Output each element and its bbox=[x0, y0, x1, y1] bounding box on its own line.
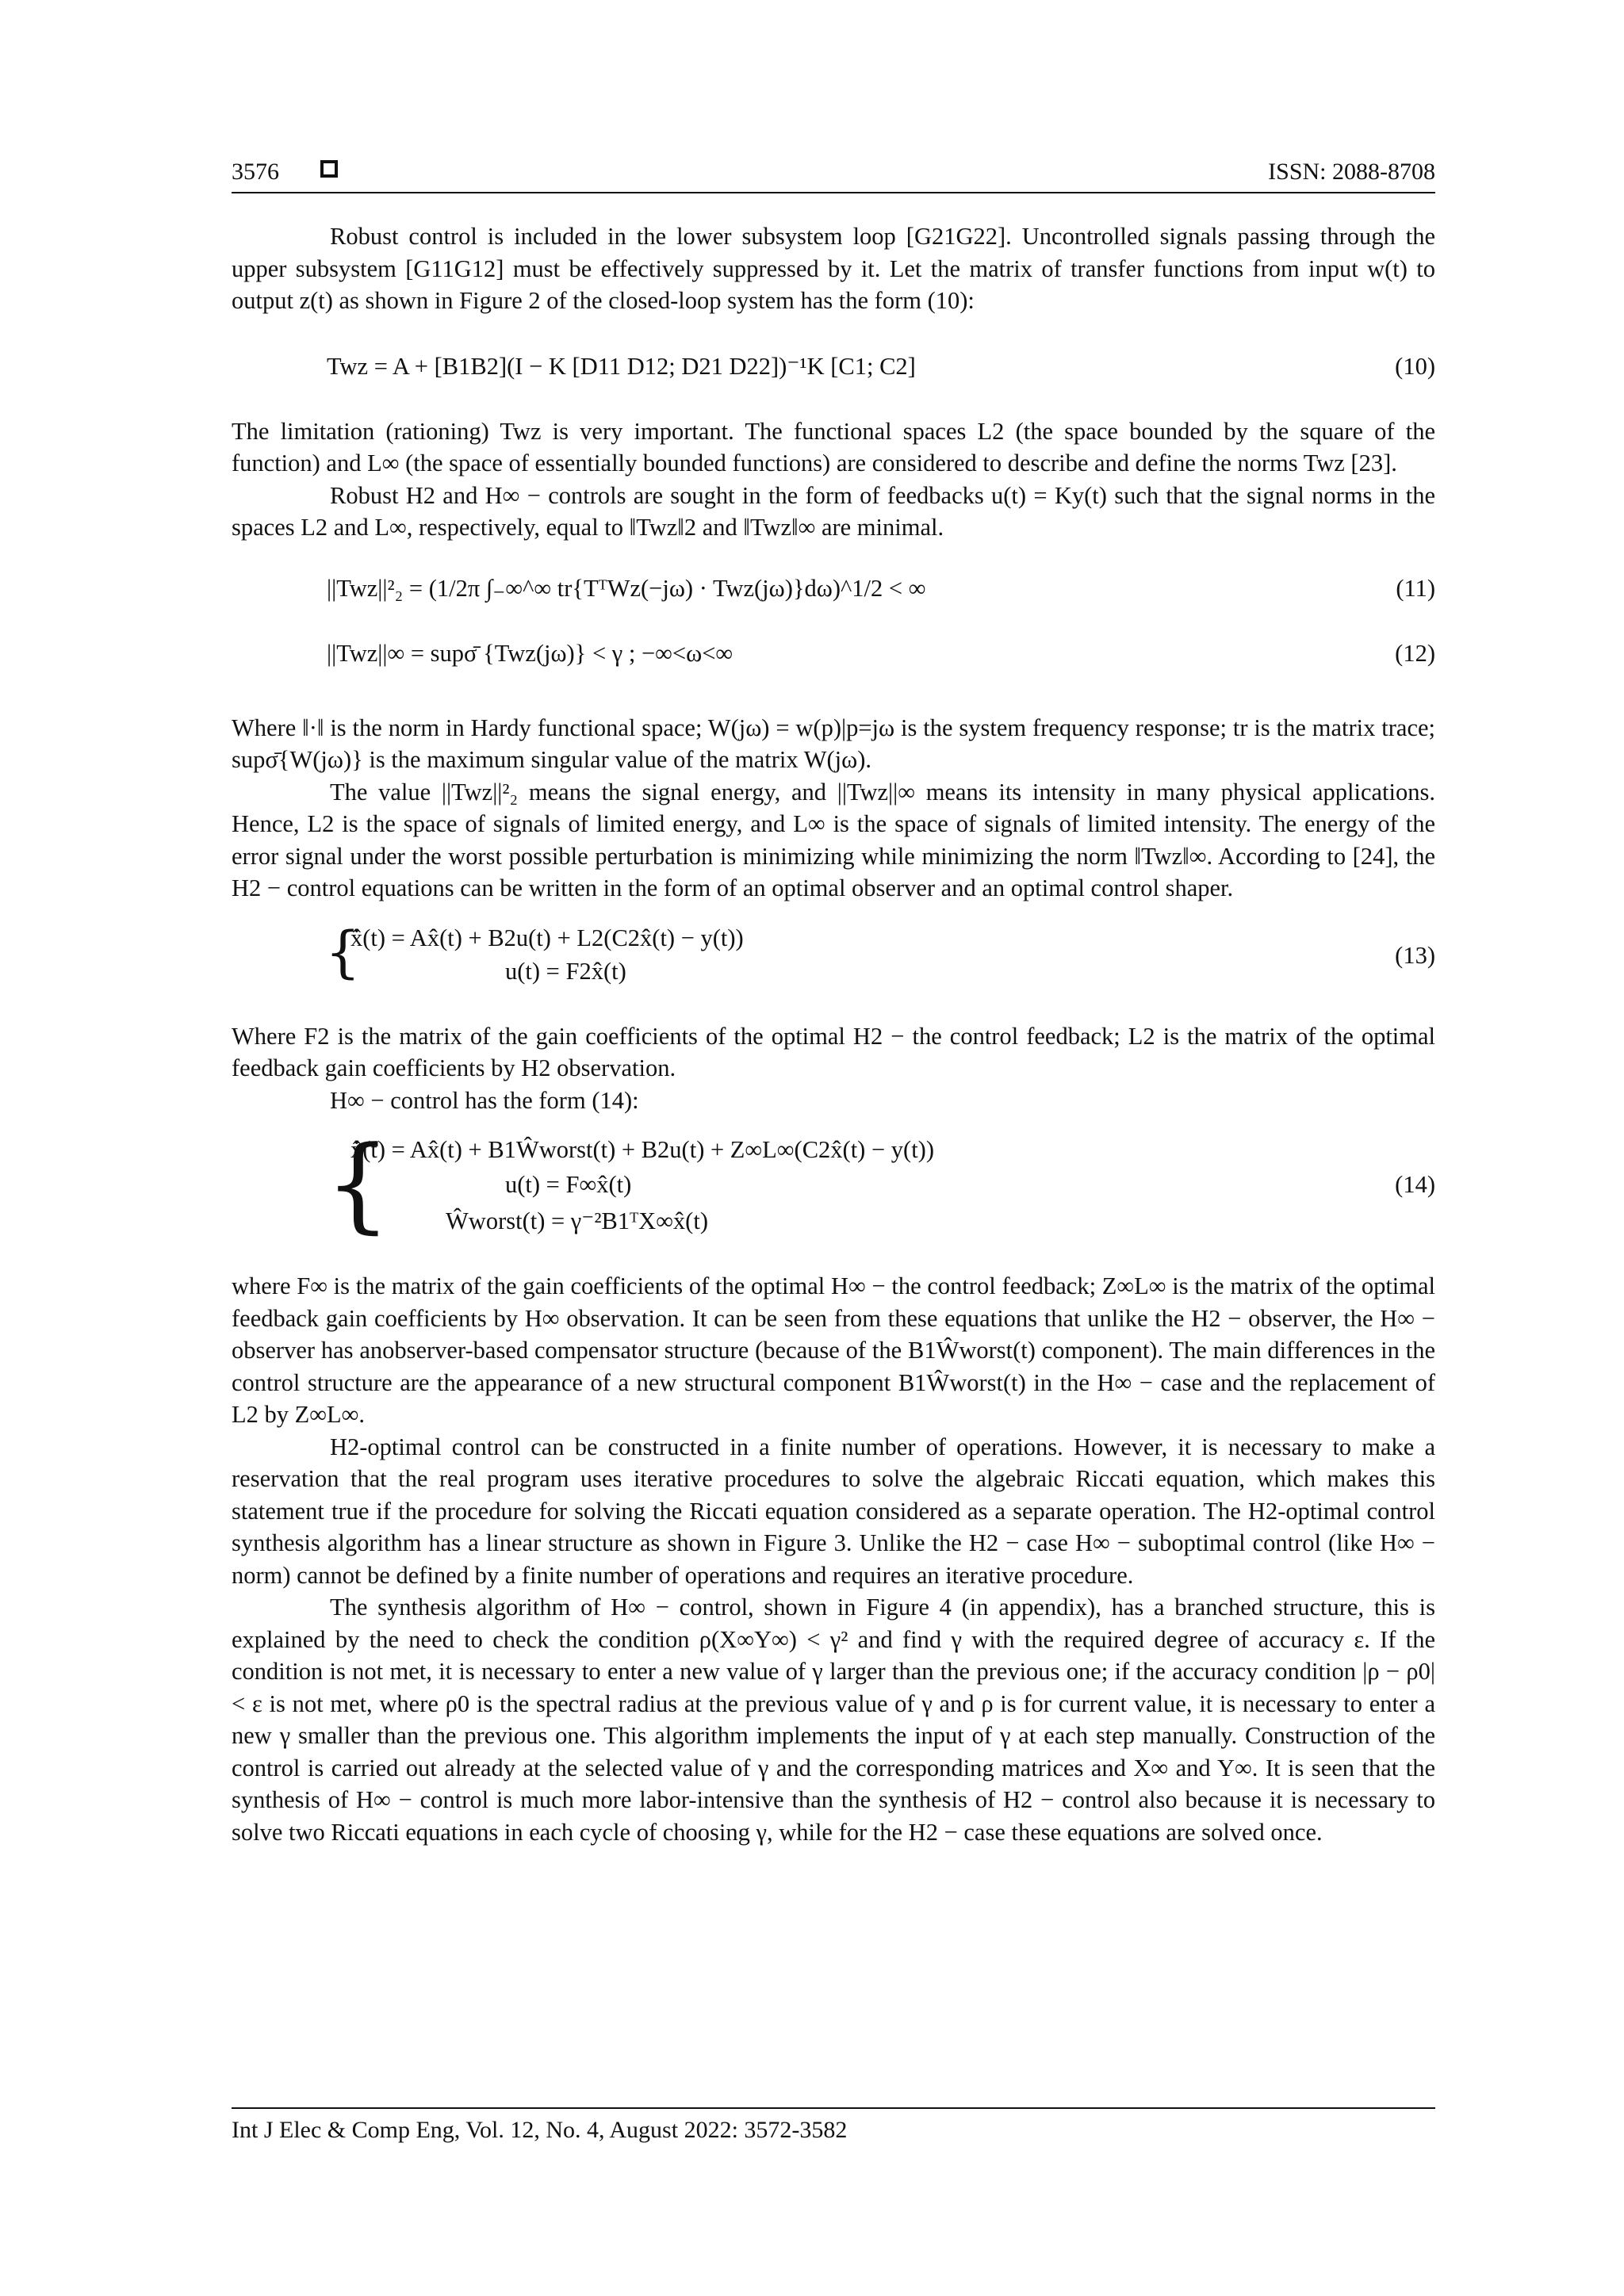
equation-14 bbox=[232, 1123, 1435, 1262]
square-icon bbox=[320, 160, 338, 178]
paragraph-6: Where F2 is the matrix of the gain coefficients of the optimal H2 − the control feedback; L2 is the matrix of the optimal feedback gain coefficients by H2 observation. bbox=[232, 1022, 1435, 1081]
paragraph-8: where F∞ is the matrix of the gain coefficients of the optimal H∞ − the control feedback; Z∞L∞ is the matrix of the optimal feedback gain coefficients by H∞ observation. It can be seen from these equations that unlike the H2 − observer, the H∞ − observer has anobserver-based compensator structure (because of the B1Ŵworst(t) component). The main differences in the control structure are the appearance of a new structural component B1Ŵworst(t) in the H∞ − case and the replacement of L2 by Z∞L∞. bbox=[232, 1272, 1435, 1428]
paragraph-4: Where ‖·‖ is the norm in Hardy functional space; W(jω) = w(p)|p=jω is the system frequency response; tr is the matrix trace; supσ̄{W(jω)} is the maximum singular value of the matrix W(jω). bbox=[232, 714, 1435, 773]
left-brace-icon: { bbox=[325, 1123, 391, 1244]
page-header bbox=[232, 159, 1435, 190]
paragraph-10: The synthesis algorithm of H∞ − control, shown in Figure 4 (in appendix), has a branched structure, this is explained by the need to check the condition ρ(X∞Y∞) < γ² and find γ with the required degree of accuracy ε. If the condition is not met, it is necessary to enter a new value of γ larger than the previous one; if the accuracy condition |ρ − ρ0| < ε is not met, where ρ0 is the spectral radius at the previous value of γ and ρ is for current value, it is necessary to enter a new γ smaller than the previous one. This algorithm implements the input of γ at each step manually. Construction of the control is carried out already at the selected value of γ and the corresponding matrices and X∞ and Y∞. It is seen that the synthesis of H∞ − control is much more labor-intensive than the synthesis of H2 − control also because it is necessary to solve two Riccati equations in each cycle of choosing γ, while for the H2 − case these equations are solved once. bbox=[232, 1594, 1435, 1846]
paragraph-3: Robust H2 and H∞ − controls are sought in the form of feedbacks u(t) = Ky(t) such that the signal norms in the spaces L2 and L∞, respectively, equal to ‖Twz‖2 and ‖Twz‖∞ are minimal. bbox=[232, 481, 1435, 541]
equation-14-number: (14) bbox=[1395, 1171, 1435, 1198]
page-body bbox=[232, 220, 1435, 1848]
issn: ISSN: 2088-8708 bbox=[1268, 159, 1435, 185]
equation-12-body: ||Twz||∞ = supσ̄ {Twz(jω)} < γ ; −∞<ω<∞ bbox=[327, 639, 733, 667]
paragraph-9: H2-optimal control can be constructed in a finite number of operations. However, it is necessary to make a reservation that the real program uses iterative procedures to solve the algebraic Riccati equation, which makes this statement true if the procedure for solving the Riccati equation considered as a separate operation. The H2-optimal control synthesis algorithm has a linear structure as shown in Figure 3. Unlike the H2 − case H∞ − suboptimal control (like H∞ − norm) cannot be defined by a finite number of operations and requires an iterative procedure. bbox=[232, 1433, 1435, 1589]
left-brace-icon: { bbox=[325, 919, 361, 985]
footer-citation: Int J Elec & Comp Eng, Vol. 12, No. 4, August 2022: 3572-3582 bbox=[232, 2117, 848, 2143]
equation-10-body: Twz = A + [B1B2](I − K [D11 D12; D21 D22])⁻¹K [C1; C2] bbox=[327, 352, 916, 380]
equation-13 bbox=[232, 917, 1435, 1008]
equation-13-line-1: x̂̇(t) = Ax̂(t) + B2u(t) + L2(C2x̂(t) − y(t)) bbox=[350, 924, 744, 951]
equation-14-line-1: x̂̇(t) = Ax̂(t) + B1Ŵworst(t) + B2u(t) + Z∞L∞(C2x̂(t) − y(t)) bbox=[350, 1136, 934, 1163]
paragraph-5: The value ||Twz||²₂ means the signal energy, and ||Twz||∞ means its intensity in many physical applications. Hence, L2 is the space of signals of limited energy, and L∞ is the space of signals of limited intensity. The energy of the error signal under the worst possible perturbation is minimizing while minimizing the norm ‖Twz‖∞. According to [24], the H2 − control equations can be written in the form of an optimal observer and an optimal control shaper. bbox=[232, 778, 1435, 901]
paragraph-1: Robust control is included in the lower subsystem loop [G21G22]. Uncontrolled signals passing through the upper subsystem [G11G12] must be effectively suppressed by it. Let the matrix of transfer functions from input w(t) to output z(t) as shown in Figure 2 of the closed-loop system has the form (10): bbox=[232, 223, 1435, 314]
equation-14-line-2: u(t) = F∞x̂(t) bbox=[505, 1171, 632, 1198]
equation-13-number: (13) bbox=[1395, 941, 1435, 969]
equation-10 bbox=[232, 328, 1435, 408]
equation-14-line-3: Ŵworst(t) = γ⁻²B1ᵀX∞x̂(t) bbox=[446, 1207, 708, 1234]
equation-11-body: ||Twz||²₂ = (1/2π ∫₋∞^∞ tr{TᵀWz(−jω) · Twz(jω)}dω)^1/2 < ∞ bbox=[327, 574, 926, 602]
paragraph-2: The limitation (rationing) Twz is very important. The functional spaces L2 (the space bounded by the square of the function) and L∞ (the space of essentially bounded functions) are considered to describe and define the norms Twz [23]. bbox=[232, 417, 1435, 476]
equation-10-number: (10) bbox=[1395, 352, 1435, 380]
footer-rule bbox=[232, 2107, 1435, 2109]
header-rule bbox=[232, 192, 1435, 193]
equation-12-number: (12) bbox=[1395, 639, 1435, 667]
equation-11 bbox=[232, 552, 1435, 628]
equation-11-number: (11) bbox=[1396, 574, 1435, 602]
equation-12 bbox=[232, 628, 1435, 712]
page-number: 3576 bbox=[232, 159, 279, 185]
paragraph-7: H∞ − control has the form (14): bbox=[330, 1086, 639, 1114]
equation-13-line-2: u(t) = F2x̂(t) bbox=[505, 957, 626, 985]
